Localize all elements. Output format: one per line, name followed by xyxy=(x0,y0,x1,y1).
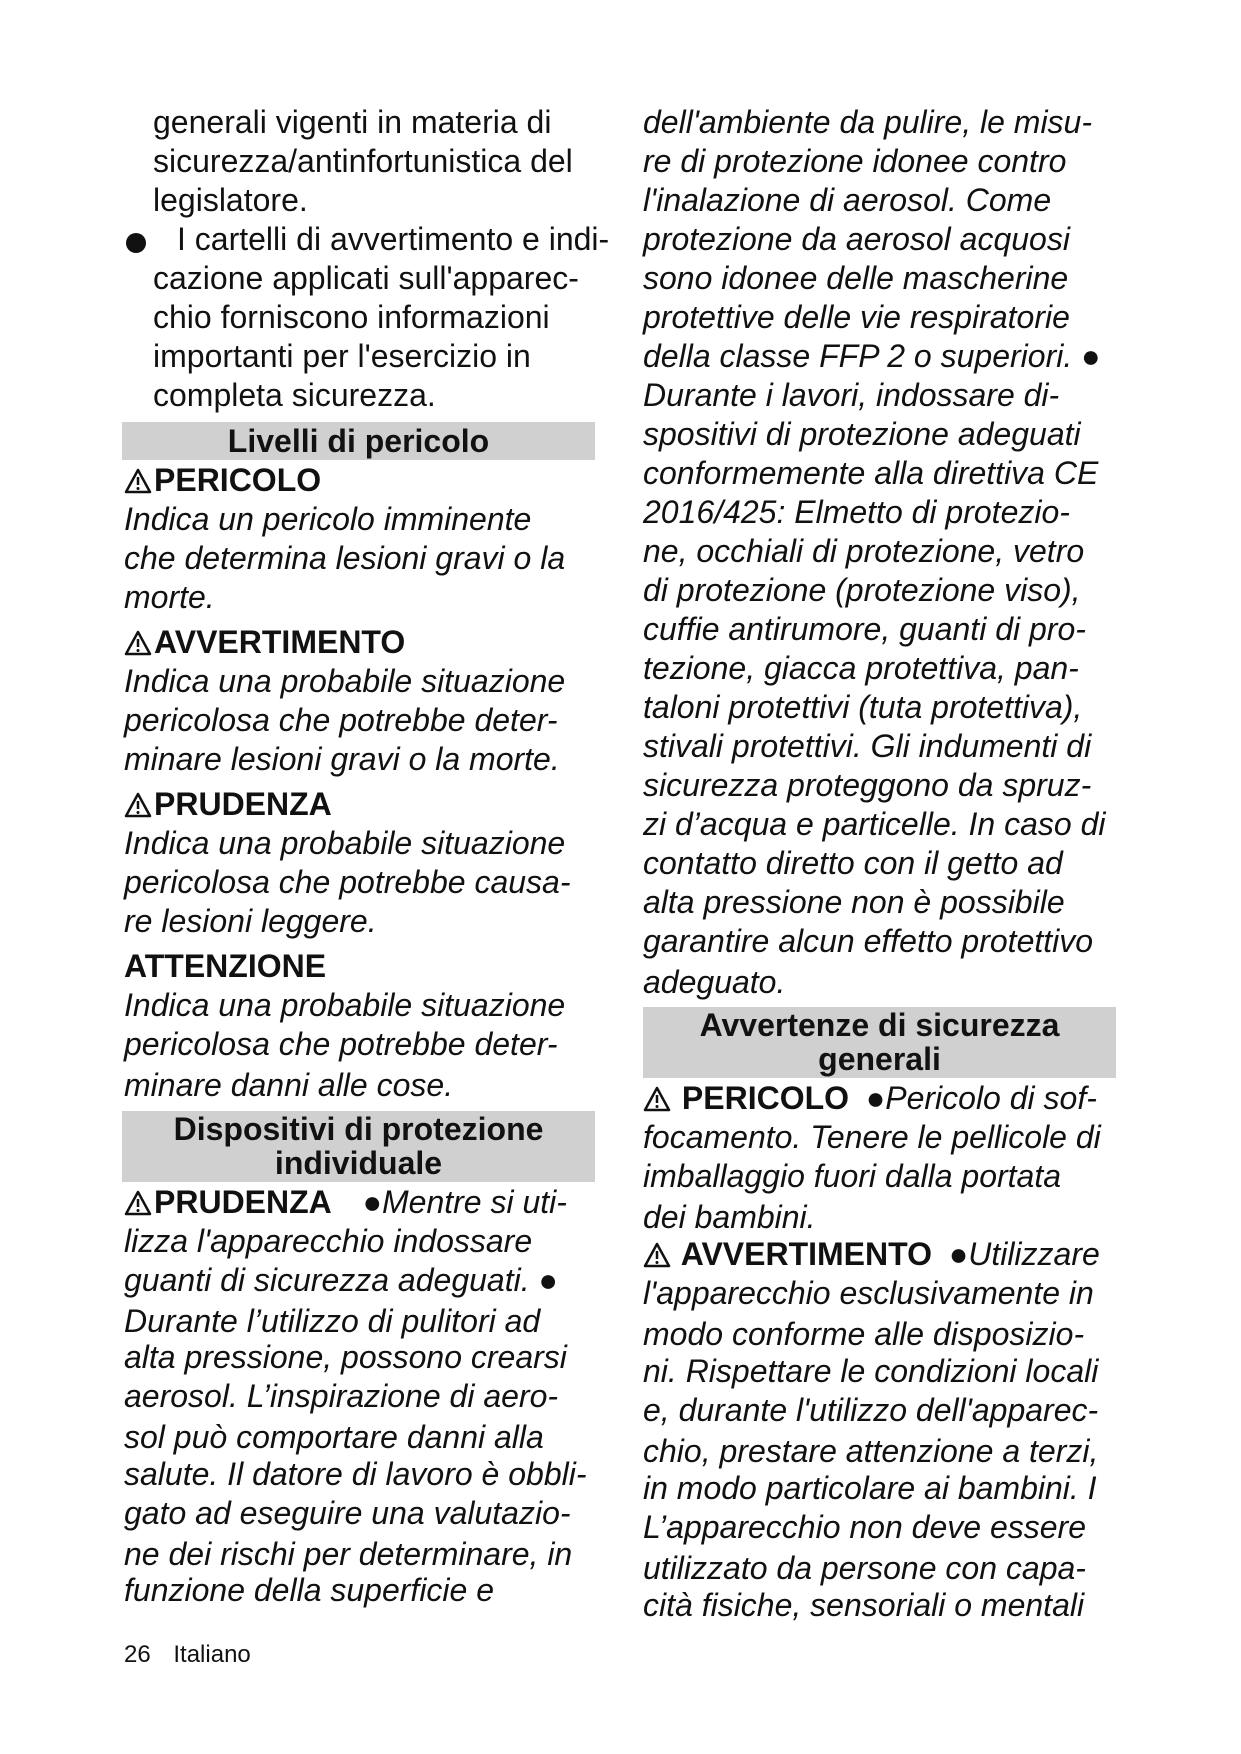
ppe-continued-line: spositivi di protezione adeguati xyxy=(643,416,1081,452)
general-avvertimento-line: ni. Rispettare le condizioni locali xyxy=(643,1353,1099,1389)
ppe-line: sol può comportare danni alla xyxy=(124,1419,544,1455)
ppe-first-text: ●Mentre si uti- xyxy=(362,1184,567,1220)
general-avvertimento-line: chio, prestare attenzione a terzi, xyxy=(643,1433,1099,1469)
hazard-prudenza-heading xyxy=(124,785,332,823)
hazard-label: PERICOLO xyxy=(154,462,322,498)
general-pericolo-line xyxy=(643,1079,1097,1117)
general-avvertimento-line: L’apparecchio non deve essere xyxy=(643,1509,1086,1545)
bullet-line: cazione applicati sull'apparec- xyxy=(153,260,579,296)
general-avvertimento-first-text: ●Utilizzare xyxy=(948,1236,1100,1272)
ppe-continued-line: taloni protettivi (tuta protettiva), xyxy=(643,689,1083,725)
ppe-continued-line: protettive delle vie respiratorie xyxy=(643,299,1070,335)
ppe-continued-line: sicurezza proteggono da spruz- xyxy=(643,767,1092,803)
ppe-continued-line: adeguato. xyxy=(643,964,786,1000)
bullet-line: chio forniscono informazioni xyxy=(153,299,550,335)
hazard-description-line: pericolosa che potrebbe deter- xyxy=(124,702,558,738)
intro-line: sicurezza/antinfortunistica del xyxy=(153,143,573,179)
hazard-label: PRUDENZA xyxy=(154,786,332,822)
general-pericolo-heading xyxy=(643,1080,849,1116)
general-avvertimento-line: modo conforme alle disposizio- xyxy=(643,1316,1085,1352)
ppe-continued-line: sono idonee delle mascherine xyxy=(643,260,1069,296)
section-heading-text: Avvertenze di sicurezza xyxy=(699,1007,1060,1043)
general-avvertimento-line: l'apparecchio esclusivamente in xyxy=(643,1275,1094,1311)
bullet-line: I cartelli di avvertimento e indi- xyxy=(177,221,610,257)
ppe-line: alta pressione, possono crearsi xyxy=(124,1339,567,1375)
hazard-description-line: minare danni alle cose. xyxy=(124,1067,454,1103)
general-avvertimento-line: cità fisiche, sensoriali o mentali xyxy=(643,1587,1085,1623)
ppe-prudenza-heading xyxy=(124,1184,332,1220)
page-footer xyxy=(124,1641,251,1669)
general-pericolo-line: imballaggio fuori dalla portata xyxy=(643,1158,1062,1194)
ppe-line: aerosol. L’inspirazione di aero- xyxy=(124,1378,559,1414)
general-pericolo-line: focamento. Tenere le pellicole di xyxy=(643,1119,1101,1155)
bullet-line: importanti per l'esercizio in xyxy=(153,338,531,374)
hazard-label: AVVERTIMENTO xyxy=(680,1236,932,1272)
general-pericolo-first-text: ●Pericolo di sof- xyxy=(865,1080,1097,1116)
ppe-continued-line: stivali protettivi. Gli indumenti di xyxy=(643,728,1092,764)
bullet-icon xyxy=(126,233,146,253)
hazard-description-line: pericolosa che potrebbe causa- xyxy=(124,864,571,900)
ppe-continued-line: re di protezione idonee contro xyxy=(643,143,1067,179)
warning-triangle-icon xyxy=(643,1086,671,1112)
ppe-continued-line: di protezione (protezione viso), xyxy=(643,572,1081,608)
ppe-continued-line: protezione da aerosol acquosi xyxy=(643,221,1070,257)
hazard-attenzione-heading: ATTENZIONE xyxy=(124,948,327,984)
general-avvertimento-line: utilizzato da persone con capa- xyxy=(643,1550,1086,1586)
general-avvertimento-line: in modo particolare ai bambini. I xyxy=(643,1470,1097,1506)
ppe-continued-line: Durante i lavori, indossare di- xyxy=(643,377,1060,413)
section-heading-general-safety xyxy=(643,1007,1116,1078)
footer-language: Italiano xyxy=(173,1641,251,1668)
ppe-continued-line: tezione, giacca protettiva, pan- xyxy=(643,650,1079,686)
hazard-description-line: minare lesioni gravi o la morte. xyxy=(124,741,560,777)
section-heading-ppe xyxy=(122,1111,595,1182)
section-heading-hazard-levels xyxy=(122,422,595,460)
hazard-pericolo-heading xyxy=(124,461,321,499)
intro-line: generali vigenti in materia di xyxy=(153,104,552,140)
ppe-line: salute. Il datore di lavoro è obbli- xyxy=(124,1456,587,1492)
warning-triangle-icon xyxy=(124,792,152,818)
hazard-description-line: Indica un pericolo imminente xyxy=(124,501,532,537)
ppe-continued-line: conformemente alla direttiva CE xyxy=(643,455,1099,491)
section-heading-text: Livelli di pericolo xyxy=(227,423,490,459)
ppe-line: gato ad eseguire una valutazio- xyxy=(124,1495,571,1531)
ppe-continued-line: alta pressione non è possibile xyxy=(643,884,1065,920)
hazard-description-line: morte. xyxy=(124,579,215,615)
ppe-line: lizza l'apparecchio indossare xyxy=(124,1223,533,1259)
warning-triangle-icon xyxy=(124,1190,152,1216)
section-heading-text: generali xyxy=(818,1041,941,1077)
warning-triangle-icon xyxy=(124,468,152,494)
ppe-line: ne dei rischi per determinare, in xyxy=(124,1536,573,1572)
hazard-label: PRUDENZA xyxy=(154,1184,332,1220)
ppe-continued-line: dell'ambiente da pulire, le misu- xyxy=(643,104,1092,140)
ppe-continued-line: l'inalazione di aerosol. Come xyxy=(643,182,1052,218)
ppe-line: guanti di sicurezza adeguati. ● xyxy=(124,1262,558,1298)
warning-triangle-icon xyxy=(124,630,152,656)
warning-triangle-icon xyxy=(643,1242,671,1268)
hazard-description-line: Indica una probabile situazione xyxy=(124,663,566,699)
general-avvertimento-line: e, durante l'utilizzo dell'apparec- xyxy=(643,1392,1099,1428)
ppe-continued-line: contatto diretto con il getto ad xyxy=(643,845,1063,881)
ppe-continued-line: ne, occhiali di protezione, vetro xyxy=(643,533,1085,569)
hazard-description-line: che determina lesioni gravi o la xyxy=(124,540,566,576)
hazard-label: AVVERTIMENTO xyxy=(154,624,406,660)
bullet-line: completa sicurezza. xyxy=(153,377,436,413)
general-avvertimento-line xyxy=(643,1235,1100,1273)
ppe-prudenza-line xyxy=(124,1183,567,1221)
intro-line: legislatore. xyxy=(153,182,308,218)
page-number: 26 xyxy=(124,1641,151,1668)
ppe-continued-line: garantire alcun effetto protettivo xyxy=(643,923,1094,959)
ppe-line: Durante l’utilizzo di pulitori ad xyxy=(124,1303,541,1339)
section-heading-text: Dispositivi di protezione xyxy=(173,1111,544,1147)
hazard-description-line: pericolosa che potrebbe deter- xyxy=(124,1026,558,1062)
hazard-description-line: Indica una probabile situazione xyxy=(124,825,566,861)
general-avvertimento-heading xyxy=(643,1236,932,1272)
hazard-avvertimento-heading xyxy=(124,623,405,661)
ppe-continued-line: della classe FFP 2 o superiori. ● xyxy=(643,338,1101,374)
hazard-description-line: Indica una probabile situazione xyxy=(124,987,566,1023)
ppe-continued-line: cuffie antirumore, guanti di pro- xyxy=(643,611,1086,647)
ppe-continued-line: 2016/425: Elmetto di protezio- xyxy=(643,494,1070,530)
hazard-label: PERICOLO xyxy=(681,1080,850,1116)
section-heading-text: individuale xyxy=(274,1145,443,1181)
hazard-description-line: re lesioni leggere. xyxy=(124,903,377,939)
general-pericolo-line: dei bambini. xyxy=(643,1199,816,1235)
ppe-continued-line: zi d’acqua e particelle. In caso di xyxy=(643,806,1106,842)
ppe-line: funzione della superficie e xyxy=(124,1572,495,1608)
